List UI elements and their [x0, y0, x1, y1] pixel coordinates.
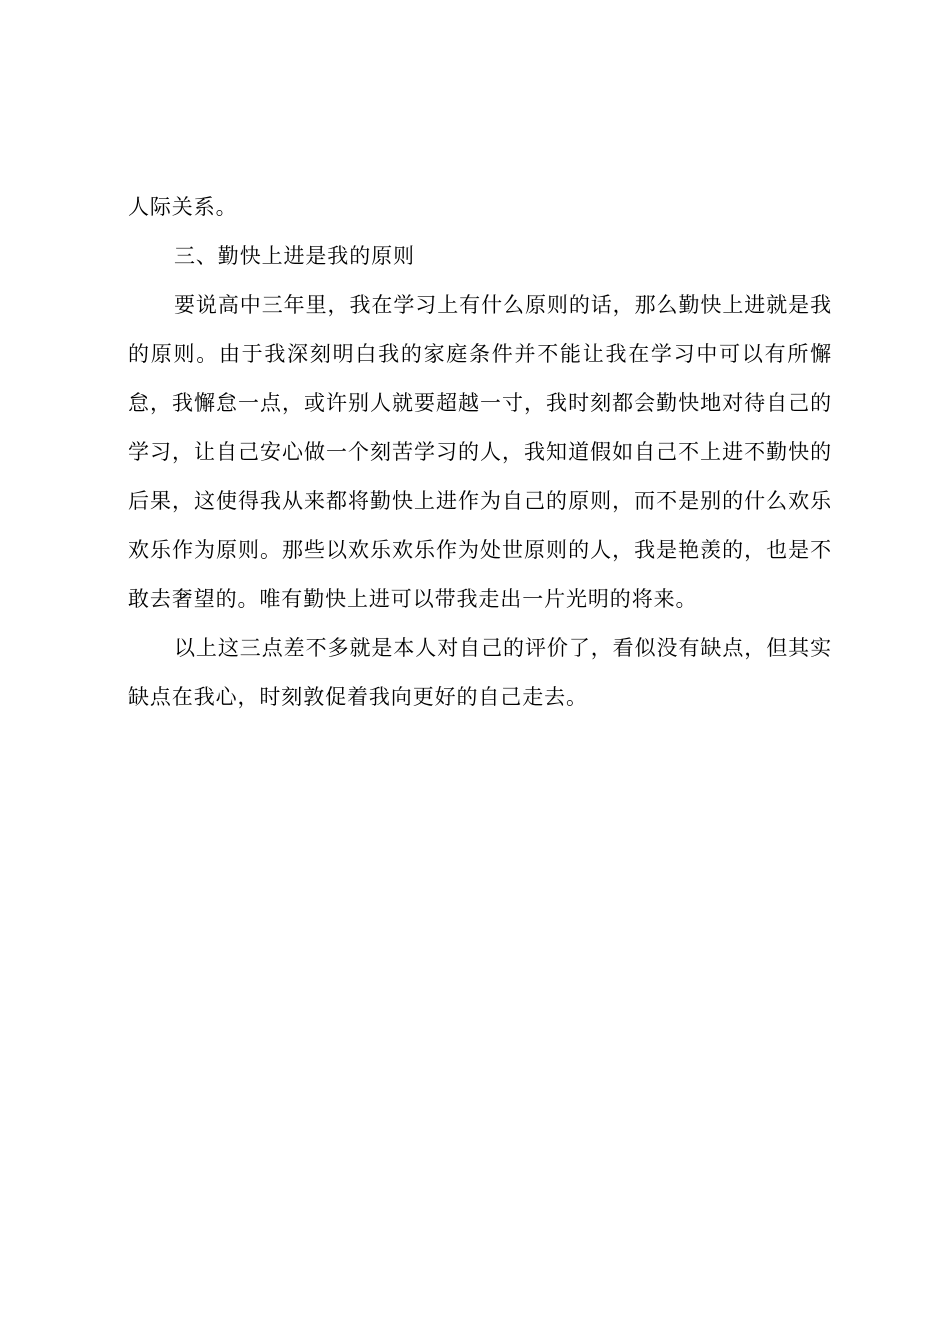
paragraph-continuation: 人际关系。 [128, 195, 238, 219]
paragraph-principle: 要说高中三年里，我在学习上有什么原则的话，那么勤快上进就是我的原则。由于我深刻明白我的家庭条件并不能让我在学习中可以有所懈怠，我懈怠一点，或许别人就要超越一寸，我时刻都会勤快地对待自己的学习，让自己安心做一个刻苦学习的人，我知道假如自己不上进不勤快的后果，这使得我从来都将勤快上进作为自己的原则，而不是别的什么欢乐欢乐作为原则。那些以欢乐欢乐作为处世原则的人，我是艳羡的，也是不敢去奢望的。唯有勤快上进可以带我走出一片光明的将来。 [128, 293, 832, 611]
paragraph-conclusion: 以上这三点差不多就是本人对自己的评价了，看似没有缺点，但其实缺点在我心，时刻敦促着我向更好的自己走去。 [128, 636, 832, 709]
section-heading: 三、勤快上进是我的原则 [174, 244, 415, 268]
document-body [128, 183, 832, 722]
